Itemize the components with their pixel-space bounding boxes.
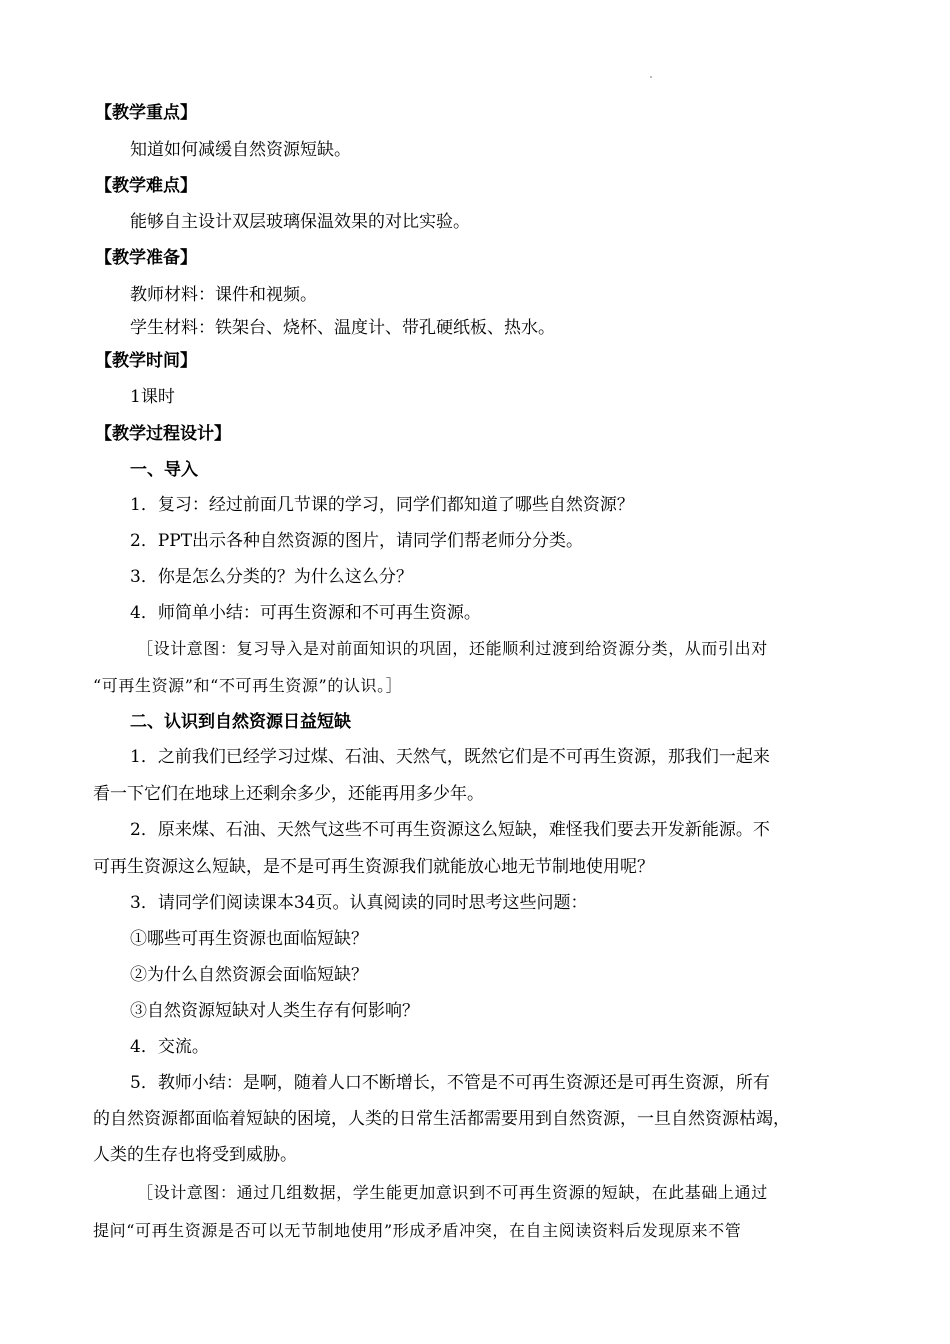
part2-item-5-line-2: 的自然资源都面临着短缺的困境，人类的日常生活都需要用到自然资源，一旦自然资源枯竭，	[93, 1109, 790, 1129]
part2-item-5-line-3: 人类的生存也将受到威胁。	[93, 1145, 297, 1165]
difficulties-text: 能够自主设计双层玻璃保温效果的对比实验。	[130, 212, 470, 232]
part2-item-1-line-2: 看一下它们在地球上还剩余多少，还能再用多少年。	[93, 784, 484, 804]
part2-item-2-line-2: 可再生资源这么短缺，是不是可再生资源我们就能放心地无节制地使用呢？	[93, 857, 654, 877]
time-text: 1课时	[130, 387, 175, 407]
part2-question-1: ①哪些可再生资源也面临短缺？	[130, 929, 368, 949]
part2-item-2-line-1: 2．原来煤、石油、天然气这些不可再生资源这么短缺，难怪我们要去开发新能源。不	[130, 820, 770, 840]
part1-title: 一、导入	[130, 460, 198, 480]
part2-note-line-2: 提问“可再生资源是否可以无节制地使用”形成矛盾冲突，在自主阅读资料后发现原来不管	[93, 1221, 742, 1240]
part1-item-3: 3．你是怎么分类的？为什么这么分？	[130, 567, 413, 587]
part2-title: 二、认识到自然资源日益短缺	[130, 712, 351, 732]
part2-item-4: 4．交流。	[130, 1037, 209, 1057]
part1-item-1: 1．复习：经过前面几节课的学习，同学们都知道了哪些自然资源？	[130, 495, 634, 515]
heading-key-points: 【教学重点】	[95, 103, 197, 123]
part1-note-line-2: “可再生资源”和“不可再生资源”的认识。］	[93, 676, 403, 695]
student-materials: 学生材料：铁架台、烧杯、温度计、带孔硬纸板、热水。	[130, 318, 555, 338]
part2-item-1-line-1: 1．之前我们已经学习过煤、石油、天然气，既然它们是不可再生资源，那我们一起来	[130, 747, 770, 767]
part2-item-3: 3．请同学们阅读课本34页。认真阅读的同时思考这些问题：	[130, 893, 588, 913]
heading-time: 【教学时间】	[95, 351, 197, 371]
part1-item-4: 4．师简单小结：可再生资源和不可再生资源。	[130, 603, 481, 623]
part2-note-line-1: ［设计意图：通过几组数据，学生能更加意识到不可再生资源的短缺，在此基础上通过	[137, 1183, 768, 1202]
part1-note-line-1: ［设计意图：复习导入是对前面知识的巩固，还能顺利过渡到给资源分类，从而引出对	[137, 639, 768, 658]
heading-process: 【教学过程设计】	[95, 424, 231, 444]
part2-item-5-line-1: 5．教师小结：是啊，随着人口不断增长，不管是不可再生资源还是可再生资源，所有	[130, 1073, 770, 1093]
heading-difficulties: 【教学难点】	[95, 176, 197, 196]
part2-question-2: ②为什么自然资源会面临短缺？	[130, 965, 368, 985]
part1-item-2: 2．PPT出示各种自然资源的图片，请同学们帮老师分分类。	[130, 531, 584, 551]
key-points-text: 知道如何减缓自然资源短缺。	[130, 140, 351, 160]
part2-question-3: ③自然资源短缺对人类生存有何影响？	[130, 1001, 419, 1021]
teacher-materials: 教师材料：课件和视频。	[130, 285, 317, 305]
page-mark	[650, 76, 652, 78]
heading-preparation: 【教学准备】	[95, 248, 197, 268]
